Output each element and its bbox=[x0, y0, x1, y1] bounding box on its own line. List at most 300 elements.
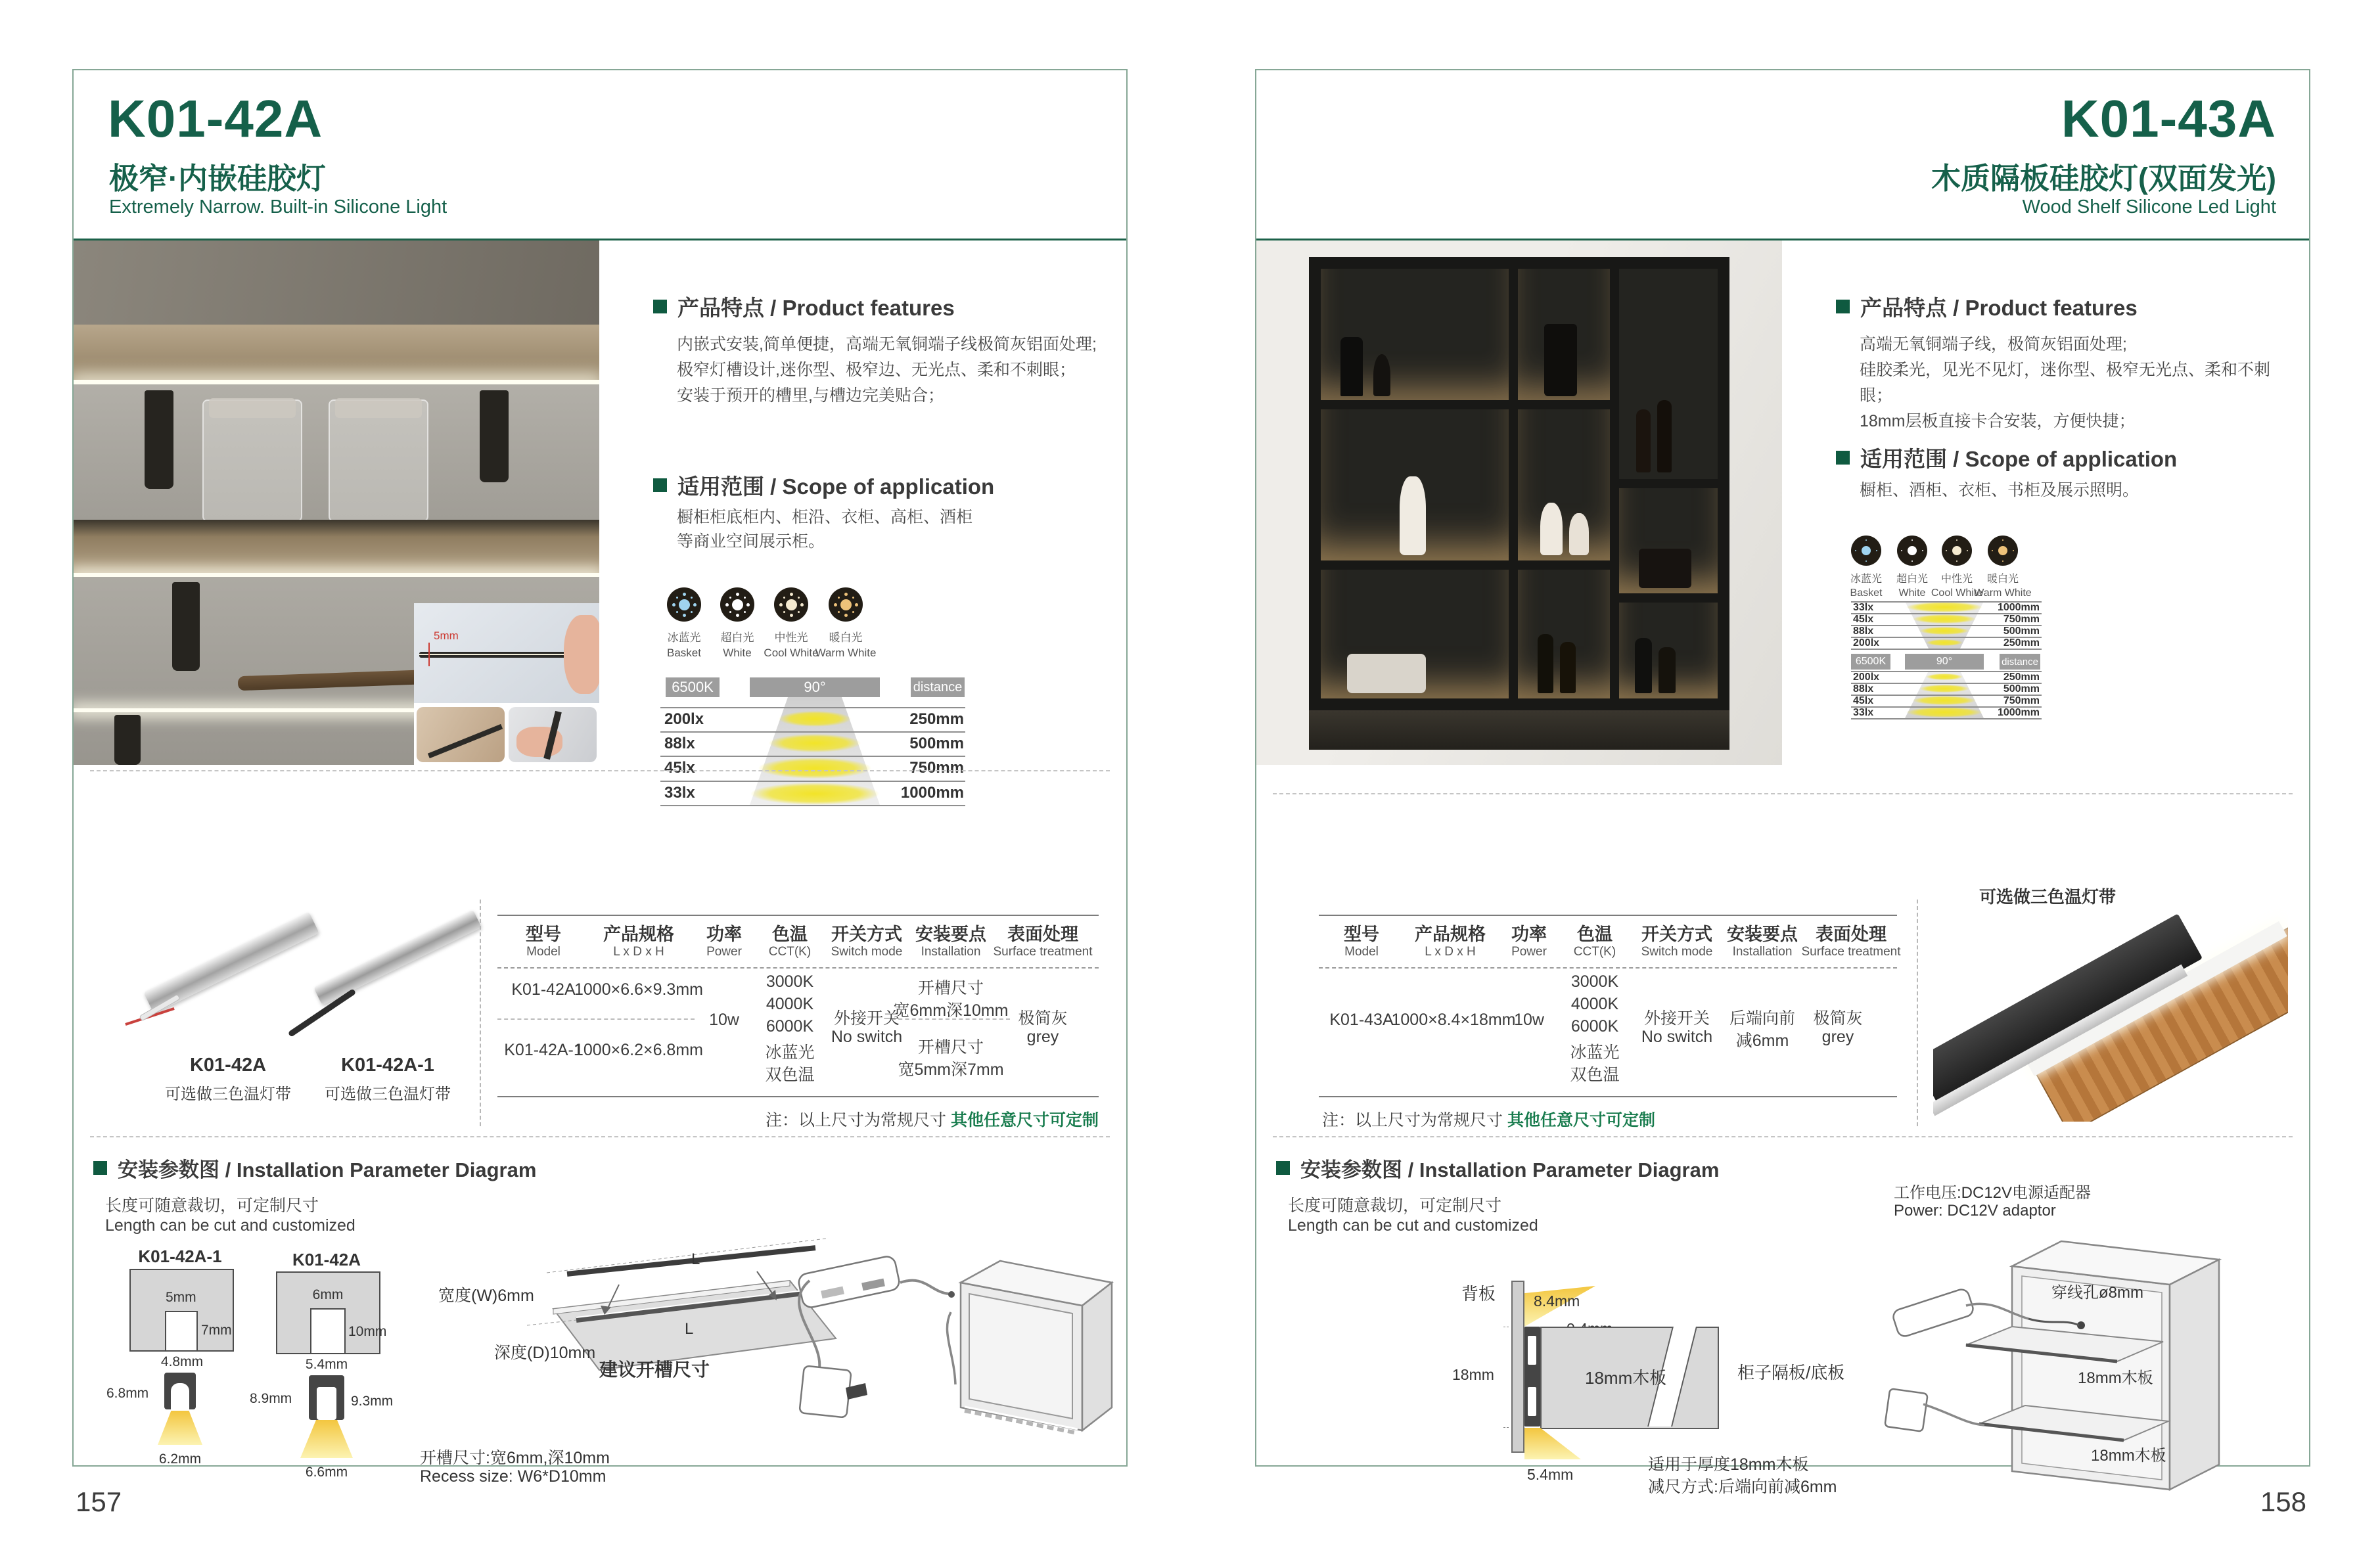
product-image-k01-42a bbox=[143, 911, 313, 1043]
spec-switch: 外接开关 bbox=[1643, 1009, 1710, 1028]
dim-beam-width: 6.2mm bbox=[158, 1451, 202, 1467]
page-subtitle-en: Extremely Narrow. Built-in Silicone Light bbox=[109, 196, 447, 217]
cabinet-compartment bbox=[1321, 570, 1509, 698]
size-note bbox=[497, 1107, 1099, 1131]
spec-cct: 冰蓝光 bbox=[1570, 1043, 1620, 1062]
col-header-en: L x D x H bbox=[1425, 945, 1476, 959]
wine-bottle bbox=[1538, 634, 1553, 693]
section-bullet-icon bbox=[1836, 451, 1850, 465]
figurine bbox=[1569, 513, 1589, 555]
fit-note-2: 减尺方式:后端向前减6mm bbox=[1648, 1478, 1837, 1496]
dist-lux: 33lx bbox=[1853, 602, 1874, 613]
scope-heading-text: 适用范围 / Scope of application bbox=[677, 474, 995, 499]
scope-line: 橱柜、酒柜、衣柜、书柜及展示照明。 bbox=[1860, 481, 2140, 499]
dist-distance: 750mm bbox=[909, 759, 964, 777]
hand-photo bbox=[564, 615, 599, 694]
page-subtitle-en: Wood Shelf Silicone Led Light bbox=[2022, 196, 2276, 217]
light-color-icon-ice-blue bbox=[1851, 536, 1881, 566]
scope-heading bbox=[1836, 442, 2177, 473]
dim-slot-width: 5mm bbox=[166, 1290, 196, 1305]
spec-size: 1000×6.6×9.3mm bbox=[574, 980, 703, 999]
note-regular: 注：以上尺寸为常规尺寸 bbox=[1322, 1111, 1507, 1130]
light-color-en: Cool White bbox=[1931, 587, 1983, 599]
section-bullet-icon bbox=[653, 478, 667, 492]
dist-rule bbox=[660, 805, 965, 806]
page-subtitle-cn: 极窄·内嵌硅胶灯 bbox=[109, 162, 326, 195]
decor-item bbox=[1347, 654, 1426, 693]
recess-width-label: 宽度(W)6mm bbox=[438, 1287, 534, 1305]
spec-cct: 4000K bbox=[1570, 995, 1619, 1013]
page-number-left: 157 bbox=[76, 1486, 122, 1517]
cabinet-install-graphic bbox=[1887, 1174, 2295, 1503]
cabinet-compartment bbox=[1518, 269, 1610, 400]
section-separator bbox=[90, 770, 1110, 771]
dim-slot-depth: 10mm bbox=[348, 1324, 387, 1339]
row-separator bbox=[497, 1018, 695, 1020]
dim-slot-width: 6mm bbox=[312, 1287, 344, 1302]
photo-ceiling bbox=[74, 240, 599, 325]
page-left bbox=[72, 69, 1128, 1486]
dist-distance-box: distance bbox=[911, 677, 965, 697]
spec-install: 减6mm bbox=[1735, 1032, 1789, 1050]
product-photo bbox=[1256, 240, 1782, 765]
display-cabinet bbox=[1309, 257, 1729, 710]
dist-lux: 88lx bbox=[1853, 626, 1874, 637]
length-note-cn: 长度可随意裁切，可定制尺寸 bbox=[105, 1197, 319, 1215]
cabinet-compartment bbox=[1619, 488, 1718, 593]
aluminum-profile bbox=[313, 909, 482, 1005]
dist-rule bbox=[660, 707, 965, 708]
shelf-board-label: 18mm木板 bbox=[2091, 1447, 2166, 1465]
dist-rule bbox=[660, 781, 965, 782]
light-color-en: Warm White bbox=[815, 647, 877, 659]
page-number-right: 158 bbox=[2260, 1486, 2306, 1517]
col-header-cn: 色温 bbox=[772, 924, 808, 944]
bottle bbox=[1373, 354, 1390, 396]
dim-profile-height-left: 8.9mm bbox=[250, 1391, 292, 1406]
light-color-cn: 暖白光 bbox=[829, 631, 863, 644]
shelf-label: 柜子隔板/底板 bbox=[1737, 1363, 1845, 1382]
wine-bottle bbox=[1635, 638, 1652, 693]
sun-icon bbox=[1998, 546, 2007, 555]
column-separator bbox=[1917, 900, 1918, 1126]
section-separator bbox=[1273, 793, 2293, 794]
col-header-cn: 产品规格 bbox=[603, 924, 674, 944]
install-heading-text: 安装参数图 / Installation Parameter Diagram bbox=[1300, 1158, 1720, 1181]
feature-line: 高端无氧铜端子线，极简灰铝面处理; bbox=[1860, 335, 2127, 354]
scope-line: 橱柜柜底柜内、柜沿、衣柜、高柜、酒柜 bbox=[677, 508, 973, 526]
wine-bottle bbox=[1659, 647, 1676, 693]
silicone-arch bbox=[317, 1387, 336, 1420]
dist-cct-box: 6500K bbox=[1851, 654, 1890, 670]
note-highlight: 其他任意尺寸可定制 bbox=[1507, 1111, 1655, 1130]
scope-line: 等商业空间展示柜。 bbox=[677, 532, 825, 551]
sun-icon bbox=[732, 599, 743, 610]
dist-distance: 500mm bbox=[909, 735, 964, 752]
length-mark: L bbox=[691, 1250, 700, 1268]
thickness-extent bbox=[1503, 1327, 1509, 1428]
light-color-icon-cool-white bbox=[1942, 536, 1972, 566]
spec-surface: 极简灰 bbox=[1018, 1009, 1068, 1028]
recess-note-en: Recess size: W6*D10mm bbox=[420, 1467, 606, 1486]
col-header-cn: 型号 bbox=[526, 924, 561, 944]
table-rule-header bbox=[497, 967, 1099, 969]
light-color-cn: 暖白光 bbox=[1986, 574, 2019, 585]
dist-distance: 500mm bbox=[2003, 683, 2040, 695]
product-image-k01-43a bbox=[1933, 905, 2288, 1122]
light-color-icon-white bbox=[720, 587, 754, 622]
dist-distance: 750mm bbox=[2003, 695, 2040, 706]
spec-install: 开槽尺寸 bbox=[917, 1038, 984, 1057]
spec-cct: 4000K bbox=[766, 995, 814, 1013]
product-option-note: 可选做三色温灯带 bbox=[325, 1085, 451, 1103]
scope-heading bbox=[653, 470, 994, 501]
col-header-cn: 开关方式 bbox=[831, 924, 902, 944]
light-color-cn: 超白光 bbox=[720, 631, 754, 644]
page-title: K01-43A bbox=[2061, 89, 2276, 148]
dist-rule bbox=[660, 731, 965, 733]
dist-lux: 33lx bbox=[1853, 707, 1874, 718]
sun-icon bbox=[679, 599, 690, 610]
board-label: 18mm木板 bbox=[1585, 1368, 1667, 1388]
col-header-cn: 开关方式 bbox=[1641, 924, 1712, 944]
features-heading bbox=[1836, 291, 2138, 322]
table-rule-top bbox=[497, 915, 1099, 916]
container-lid bbox=[335, 398, 422, 418]
back-panel bbox=[1511, 1281, 1524, 1453]
col-header-en: Switch mode bbox=[1641, 945, 1713, 959]
diagram-model-label: K01-42A bbox=[292, 1250, 361, 1269]
dist-distance: 500mm bbox=[2003, 626, 2040, 637]
spec-power: 10w bbox=[1514, 1011, 1544, 1029]
spec-cct: 6000K bbox=[1570, 1017, 1619, 1036]
spec-cct: 双色温 bbox=[765, 1066, 815, 1084]
col-header-en: Power bbox=[706, 945, 742, 959]
light-profile-section bbox=[164, 1373, 196, 1409]
inset-strip-photo bbox=[414, 603, 599, 703]
power-label-en: Power: DC12V adaptor bbox=[1894, 1202, 2056, 1220]
light-color-en: Basket bbox=[1850, 587, 1883, 599]
shelf-cross-section bbox=[1421, 1240, 1894, 1503]
light-color-icon-white bbox=[1897, 536, 1927, 566]
dist-cct-box: 6500K bbox=[666, 677, 720, 697]
diagram-model-label: K01-42A-1 bbox=[138, 1246, 222, 1266]
spec-surface: grey bbox=[1821, 1028, 1854, 1046]
scope-list bbox=[1860, 478, 2280, 503]
inset-thumb-wood bbox=[417, 707, 505, 762]
light-color-en: White bbox=[723, 647, 752, 659]
section-bullet-icon bbox=[1276, 1161, 1290, 1175]
dist-lux: 200lx bbox=[664, 710, 704, 728]
dim-slot-depth: 7mm bbox=[201, 1323, 232, 1338]
recess-slot bbox=[165, 1311, 198, 1350]
dim-thickness: 18mm bbox=[1452, 1366, 1494, 1383]
spec-install: 开槽尺寸 bbox=[917, 979, 984, 997]
col-header-cn: 型号 bbox=[1344, 924, 1379, 944]
col-header-en: Switch mode bbox=[831, 945, 903, 959]
col-header-en: Surface treatment bbox=[1801, 945, 1901, 959]
features-heading-text: 产品特点 / Product features bbox=[1860, 296, 2138, 320]
spec-size: 1000×8.4×18mm bbox=[1391, 1011, 1516, 1029]
spec-table bbox=[497, 915, 1099, 1099]
col-header-cn: 功率 bbox=[1511, 924, 1547, 944]
light-color-cn: 冰蓝光 bbox=[667, 631, 701, 644]
recess-caption: 建议开槽尺寸 bbox=[599, 1359, 710, 1380]
spec-cct: 冰蓝光 bbox=[765, 1043, 815, 1062]
col-header-cn: 表面处理 bbox=[1007, 924, 1078, 944]
product-model-label: K01-42A-1 bbox=[341, 1055, 434, 1076]
sun-icon bbox=[1908, 546, 1917, 555]
spec-cct: 3000K bbox=[766, 972, 814, 991]
light-profile-section bbox=[1524, 1327, 1540, 1426]
spec-surface: 极简灰 bbox=[1813, 1009, 1863, 1028]
dim-profile-height: 6.8mm bbox=[106, 1386, 149, 1401]
light-distribution-table bbox=[660, 675, 965, 813]
dist-distance: 250mm bbox=[2003, 637, 2040, 649]
scope-list bbox=[677, 505, 1097, 554]
size-note bbox=[1322, 1107, 1655, 1131]
spec-power: 10w bbox=[709, 1011, 739, 1029]
sun-icon bbox=[786, 599, 797, 610]
spec-cct: 3000K bbox=[1570, 972, 1619, 991]
col-header-cn: 功率 bbox=[706, 924, 742, 944]
bottle bbox=[1340, 337, 1363, 396]
col-header-cn: 安装要点 bbox=[915, 924, 986, 944]
section-bullet-icon bbox=[93, 1161, 107, 1175]
light-profile-section bbox=[309, 1375, 344, 1420]
col-header-en: Installation bbox=[1732, 945, 1793, 959]
spec-model: K01-42A bbox=[511, 980, 576, 999]
light-beam bbox=[300, 1420, 353, 1458]
adapter-cabinet-graphic bbox=[783, 1246, 1112, 1463]
feature-line: 内嵌式安装,简单便捷，高端无氧铜端子线极简灰铝面处理; bbox=[677, 335, 1097, 354]
power-label-cn: 工作电压:DC12V电源适配器 bbox=[1894, 1184, 2092, 1202]
back-panel-label: 背板 bbox=[1461, 1284, 1496, 1304]
light-cone-graphic bbox=[750, 697, 880, 808]
note-regular: 注：以上尺寸为常规尺寸 bbox=[766, 1111, 951, 1130]
shelf-bracket bbox=[480, 390, 509, 482]
col-header-en: Power bbox=[1511, 945, 1547, 959]
dist-distance-box: distance bbox=[2000, 654, 2040, 670]
dist-lux: 88lx bbox=[1853, 683, 1874, 695]
spec-install: 后端向前 bbox=[1729, 1009, 1795, 1028]
dist-distance: 1000mm bbox=[1997, 602, 2040, 613]
sun-icon bbox=[840, 599, 852, 610]
wine-bottle bbox=[1657, 400, 1672, 472]
silicone-channel bbox=[1528, 1336, 1536, 1365]
inset-led-core bbox=[419, 654, 570, 655]
light-color-icon-cool-white bbox=[774, 587, 808, 622]
vase bbox=[1400, 476, 1426, 555]
dist-distance: 250mm bbox=[2003, 672, 2040, 683]
shelf-board-label: 18mm木板 bbox=[2078, 1369, 2153, 1387]
cabinet-compartment bbox=[1619, 269, 1718, 479]
col-header-en: Installation bbox=[921, 945, 981, 959]
spec-cct: 6000K bbox=[766, 1017, 814, 1036]
spec-cct: 双色温 bbox=[1570, 1066, 1620, 1084]
section-separator bbox=[90, 1136, 1110, 1137]
spec-size: 1000×6.2×6.8mm bbox=[574, 1041, 703, 1059]
decor-item bbox=[1639, 549, 1691, 588]
product-photo bbox=[74, 240, 599, 765]
features-heading-text: 产品特点 / Product features bbox=[677, 296, 955, 320]
recess-note-cn: 开槽尺寸:宽6mm,深10mm bbox=[420, 1449, 610, 1467]
col-header-en: Model bbox=[1344, 945, 1379, 959]
dim-beam-width: 6.6mm bbox=[305, 1465, 348, 1480]
cabinet-compartment bbox=[1321, 269, 1509, 400]
dim-profile-height-right: 9.3mm bbox=[351, 1394, 394, 1409]
shelf-bracket bbox=[145, 390, 173, 489]
light-color-en: White bbox=[1898, 587, 1926, 599]
col-header-cn: 安装要点 bbox=[1727, 924, 1798, 944]
spec-table bbox=[1319, 915, 1901, 1099]
dist-distance: 750mm bbox=[2003, 614, 2040, 625]
install-heading-text: 安装参数图 / Installation Parameter Diagram bbox=[118, 1158, 537, 1181]
light-distribution-table-double bbox=[1851, 596, 2042, 724]
photo-shelf-2 bbox=[74, 520, 599, 576]
length-note-cn: 长度可随意裁切，可定制尺寸 bbox=[1288, 1197, 1502, 1215]
col-header-cn: 产品规格 bbox=[1415, 924, 1486, 944]
table-rule-header bbox=[1319, 967, 1897, 969]
install-heading bbox=[1276, 1153, 1719, 1183]
section-separator bbox=[1273, 1136, 2293, 1137]
wine-bottle bbox=[1636, 409, 1651, 472]
dist-lux: 45lx bbox=[664, 759, 695, 777]
dist-lux: 45lx bbox=[1853, 695, 1874, 706]
column-separator bbox=[480, 900, 481, 1126]
dist-lux: 200lx bbox=[1853, 637, 1880, 649]
led-strip-1 bbox=[74, 380, 599, 384]
scope-heading-text: 适用范围 / Scope of application bbox=[1860, 447, 2178, 471]
spec-switch: No switch bbox=[1641, 1028, 1713, 1046]
dist-lux: 200lx bbox=[1853, 672, 1880, 683]
dim-gap: 8.4mm bbox=[1534, 1292, 1580, 1310]
features-heading bbox=[653, 291, 955, 322]
light-beam bbox=[158, 1411, 202, 1445]
fit-note-1: 适用于厚度18mm木板 bbox=[1648, 1455, 1809, 1474]
dim-profile-width: 4.8mm bbox=[160, 1354, 204, 1369]
page-title: K01-42A bbox=[108, 89, 323, 148]
install-heading bbox=[93, 1153, 536, 1183]
container-lid bbox=[209, 398, 296, 418]
dist-distance: 250mm bbox=[909, 710, 964, 728]
sun-icon bbox=[1952, 546, 1961, 555]
dim-profile-width: 5.4mm bbox=[305, 1357, 348, 1372]
recess-depth-label: 深度(D)10mm bbox=[494, 1344, 596, 1362]
length-note-en: Length can be cut and customized bbox=[1288, 1216, 1538, 1235]
photo-inset-panel bbox=[414, 603, 599, 765]
decor-item bbox=[1544, 324, 1577, 396]
table-rule-top bbox=[1319, 915, 1897, 916]
recess-slot bbox=[310, 1308, 346, 1353]
light-color-cn: 超白光 bbox=[1896, 574, 1928, 585]
product-model-label: K01-42A bbox=[189, 1055, 267, 1076]
cabinet-compartment bbox=[1619, 603, 1718, 698]
light-color-cn: 中性光 bbox=[774, 631, 808, 644]
col-header-cn: 表面处理 bbox=[1816, 924, 1887, 944]
col-header-en: CCT(K) bbox=[1573, 945, 1616, 959]
dist-distance: 1000mm bbox=[900, 784, 964, 802]
cabinet-compartment bbox=[1321, 409, 1509, 560]
figurine bbox=[1540, 503, 1563, 555]
product-option-note: 可选做三色温灯带 bbox=[1979, 887, 2117, 907]
spec-switch: No switch bbox=[831, 1028, 903, 1046]
cable-hole-label: 穿线孔ø8mm bbox=[2051, 1284, 2143, 1302]
light-color-en: Warm White bbox=[1974, 587, 2032, 599]
feature-line: 安装于预开的槽里,与槽边完美贴合； bbox=[677, 386, 944, 405]
shelf-bracket bbox=[172, 582, 200, 671]
table-rule-bottom bbox=[1319, 1096, 1897, 1097]
features-list bbox=[677, 332, 1110, 409]
dist-lux: 33lx bbox=[664, 784, 695, 802]
length-mark: L bbox=[685, 1320, 694, 1338]
note-highlight: 其他任意尺寸可定制 bbox=[950, 1111, 1099, 1130]
photo-shelf-1 bbox=[74, 325, 599, 385]
wine-bottle bbox=[1560, 642, 1576, 693]
feature-line: 极窄灯槽设计,迷你型、极窄边、无光点、柔和不刺眼； bbox=[677, 361, 1076, 379]
page-right bbox=[1255, 69, 2310, 1496]
product-option-note: 可选做三色温灯带 bbox=[165, 1085, 291, 1103]
section-bullet-icon bbox=[653, 300, 667, 313]
inset-thumb-strip bbox=[428, 724, 503, 758]
col-header-en: Surface treatment bbox=[993, 945, 1093, 959]
light-color-en: Cool White bbox=[764, 647, 819, 659]
glass-container bbox=[329, 399, 428, 522]
inset-dim-arrow bbox=[428, 643, 430, 666]
length-note-en: Length can be cut and customized bbox=[105, 1216, 355, 1235]
spec-switch: 外接开关 bbox=[833, 1009, 900, 1028]
dim-bottom: 5.4mm bbox=[1527, 1466, 1574, 1483]
dist-angle-box: 90° bbox=[750, 677, 880, 697]
col-header-cn: 色温 bbox=[1577, 924, 1613, 944]
dist-distance: 1000mm bbox=[1997, 707, 2040, 718]
shelf-bracket bbox=[114, 715, 141, 765]
inset-dimension-label: 5mm bbox=[434, 629, 459, 642]
dist-lux: 88lx bbox=[664, 735, 695, 752]
spec-surface: grey bbox=[1026, 1028, 1059, 1046]
section-bullet-icon bbox=[1836, 300, 1850, 313]
light-color-en: Basket bbox=[667, 647, 701, 659]
features-list bbox=[1860, 332, 2293, 434]
col-header-en: L x D x H bbox=[613, 945, 664, 959]
light-color-cn: 冰蓝光 bbox=[1850, 574, 1882, 585]
sun-icon bbox=[1862, 546, 1871, 555]
spec-install: 宽6mm深10mm bbox=[893, 1001, 1009, 1020]
light-color-cn: 中性光 bbox=[1940, 574, 1973, 585]
spec-model: K01-43A bbox=[1329, 1011, 1394, 1029]
dist-lux: 45lx bbox=[1853, 614, 1874, 625]
feature-line: 18mm层板直接卡合安装，方便快捷； bbox=[1860, 412, 2136, 430]
dist-angle-box: 90° bbox=[1905, 654, 1984, 670]
feature-line: 硅胶柔光，见光不见灯，迷你型、极窄无光点、柔和不刺眼； bbox=[1860, 361, 2271, 405]
product-image-k01-42a-1 bbox=[302, 911, 473, 1043]
light-color-icon-ice-blue bbox=[667, 587, 701, 622]
cabinet-compartment bbox=[1518, 570, 1610, 698]
col-header-en: CCT(K) bbox=[768, 945, 812, 959]
silicone-channel bbox=[1528, 1387, 1536, 1416]
light-color-icon-warm-white bbox=[1988, 536, 2018, 566]
cabinet-compartment bbox=[1518, 409, 1610, 560]
light-color-label bbox=[806, 630, 885, 660]
col-header-en: Model bbox=[526, 945, 561, 959]
light-color-icon-warm-white bbox=[829, 587, 863, 622]
page-subtitle-cn: 木质隔板硅胶灯(双面发光) bbox=[1931, 162, 2276, 195]
silicone-arch bbox=[171, 1383, 189, 1409]
dist-rule bbox=[660, 756, 965, 757]
glass-container bbox=[202, 399, 302, 522]
spec-model: K01-42A-1 bbox=[504, 1041, 583, 1059]
cabinet-base bbox=[1309, 710, 1729, 750]
